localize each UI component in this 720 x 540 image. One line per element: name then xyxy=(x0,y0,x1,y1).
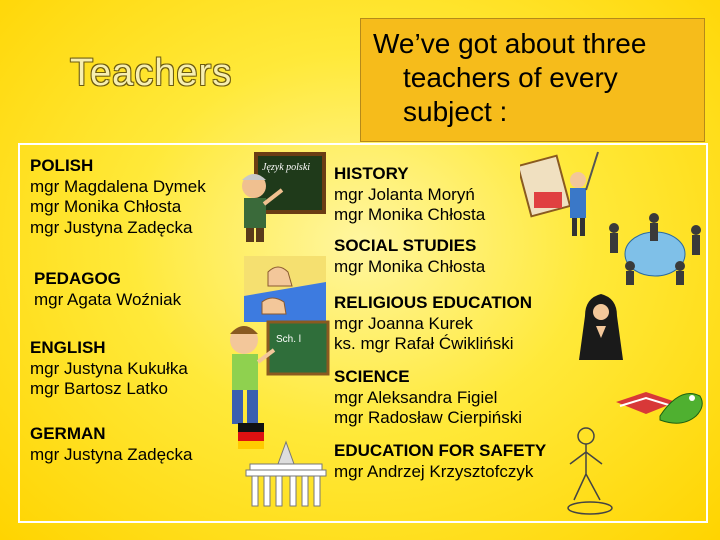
teacher-name: mgr Joanna Kurek xyxy=(334,313,473,333)
subject-name: RELIGIOUS EDUCATION xyxy=(334,293,533,312)
callout-line-1: We’ve got about three xyxy=(373,28,647,59)
subject-name: SCIENCE xyxy=(334,367,410,386)
subject-name: POLISH xyxy=(30,156,94,175)
subject-religious-education xyxy=(334,293,532,355)
teacher-name: mgr Radosław Cierpiński xyxy=(334,408,523,427)
history-clipart xyxy=(520,150,604,240)
brandenburg-gate-clipart xyxy=(244,434,328,510)
safety-clipart xyxy=(560,424,618,516)
english-student-clipart xyxy=(218,318,330,430)
board-text: Sch. l xyxy=(276,334,302,345)
callout-line-3: subject : xyxy=(403,96,508,127)
subject-name: EDUCATION FOR SAFETY xyxy=(334,441,547,460)
social-studies-clipart xyxy=(600,210,710,286)
teacher-name: mgr Agata Woźniak xyxy=(34,289,182,309)
subject-social-studies xyxy=(334,236,485,277)
callout-line-2: teachers of every xyxy=(403,62,618,93)
subject-name: HISTORY xyxy=(334,164,409,183)
teacher-name: ks. mgr Rafał Ćwikliński xyxy=(334,334,514,353)
teacher-name: mgr Jolanta Moryń xyxy=(334,184,475,204)
subject-education-for-safety xyxy=(334,441,546,482)
teacher-name: mgr Monika Chłosta xyxy=(334,256,486,276)
teacher-name: mgr Aleksandra Figiel xyxy=(334,387,498,407)
teacher-name: mgr Justyna Zadęcka xyxy=(30,444,193,464)
subject-science xyxy=(334,367,522,429)
subject-name: PEDAGOG xyxy=(34,269,121,288)
teacher-name: mgr Justyna Zadęcka xyxy=(30,217,193,237)
teacher-name: mgr Justyna Kukułka xyxy=(30,358,188,378)
subject-german xyxy=(30,424,193,465)
subject-polish xyxy=(30,156,206,238)
callout-box xyxy=(360,18,705,142)
board-text: Język polski xyxy=(262,162,311,173)
subject-name: ENGLISH xyxy=(30,338,106,357)
science-clipart xyxy=(610,376,710,434)
teacher-name: mgr Monika Chłosta xyxy=(30,197,182,216)
subject-history xyxy=(334,164,485,226)
subject-name: GERMAN xyxy=(30,424,106,443)
subject-english xyxy=(30,338,188,400)
subject-pedagog xyxy=(34,269,181,310)
pedagog-clipart xyxy=(244,256,326,322)
teacher-name: mgr Magdalena Dymek xyxy=(30,176,206,196)
teacher-name: mgr Bartosz Latko xyxy=(30,379,168,398)
teacher-name: mgr Andrzej Krzysztofczyk xyxy=(334,461,534,481)
polish-teacher-clipart xyxy=(228,150,328,246)
religious-clipart xyxy=(576,290,626,362)
teacher-name: mgr Monika Chłosta xyxy=(334,205,486,224)
subject-name: SOCIAL STUDIES xyxy=(334,236,477,255)
slide-title: Teachers xyxy=(70,52,233,94)
